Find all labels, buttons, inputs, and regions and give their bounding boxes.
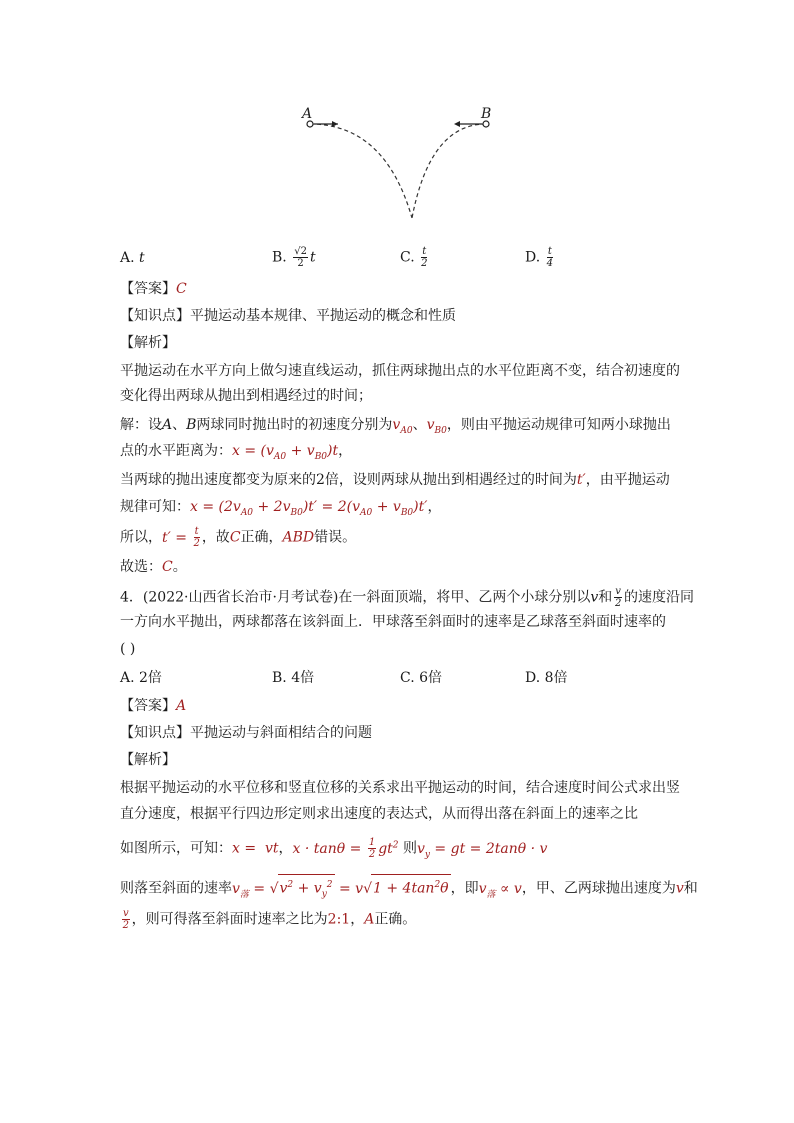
q3-final: 故选：C。 bbox=[120, 559, 187, 575]
q4-solve-line3: $\frac{v}{2}$ ，则可得落至斜面时速率之比为2:1，A正确。 bbox=[122, 908, 417, 931]
q3-solve-line2: 点的水平距离为：$x = (v_{A0} + v_{B0})t$， bbox=[120, 443, 353, 462]
q3-analysis-p1-line2: 变化得出两球从抛出到相遇经过的时间； bbox=[120, 388, 372, 404]
label-b: B bbox=[481, 106, 492, 122]
q4-analysis-line2: 直分速度，根据平行四边形定则求出速度的表达式，从而得出落在斜面上的速率之比 bbox=[120, 806, 638, 822]
q3-solve-line1: 解：设A、B两球同时抛出时的初速度分别为$v_{A0}$、$v_{B0}$，则由平抛运动规律可知两小球抛出 bbox=[120, 417, 671, 436]
q3-knowledge: 【知识点】平抛运动基本规律、平抛运动的概念和性质 bbox=[120, 308, 456, 324]
q3-analysis-label: 【解析】 bbox=[120, 335, 176, 351]
q3-option-c[interactable]: C. $\frac{t}{2}$ bbox=[400, 246, 428, 269]
q3-option-a[interactable]: A. t bbox=[120, 250, 145, 266]
q3-solve-line5: 所以，t′ = $\frac{t}{2}$ ，故C正确，ABD错误。 bbox=[120, 526, 357, 549]
q4-analysis-line1: 根据平抛运动的水平位移和竖直位移的关系求出平抛运动的时间，结合速度时间公式求出竖 bbox=[120, 780, 680, 796]
q4-option-a[interactable]: A. 2倍 bbox=[120, 670, 162, 686]
q4-option-d[interactable]: D. 8倍 bbox=[525, 670, 568, 686]
q4-solve-line1: 如图所示，可知：x = vt，x · tanθ = $\frac{1}{2}$ $gt^2$ 则$v_y$ = gt = 2tanθ · v bbox=[120, 837, 548, 861]
q3-solve-line3: 当两球的抛出速度都变为原来的2倍，设则两球从抛出到相遇经过的时间为t′，由平抛运动 bbox=[120, 472, 670, 488]
q4-analysis-label: 【解析】 bbox=[120, 752, 176, 768]
q4-solve-line2: 则落至斜面的速率$v_落 = √v^2 + v_y^2 = v√1 + 4\tan^2\theta$ ，即$v_落 \propto v$，甲、乙两球抛出速度为v和 bbox=[120, 874, 698, 904]
q3-analysis-p1-line1: 平抛运动在水平方向上做匀速直线运动，抓住两球抛出点的水平位距离不变，结合初速度的 bbox=[120, 363, 680, 379]
q4-stem-line2: 一方向水平抛出，两球都落在该斜面上．甲球落至斜面时的速率是乙球落至斜面时速率的 bbox=[120, 614, 666, 630]
q3-option-d[interactable]: D. $\frac{t}{4}$ bbox=[525, 246, 554, 269]
projectile-figure bbox=[290, 100, 510, 230]
q4-option-b[interactable]: B. 4倍 bbox=[272, 670, 315, 686]
q4-stem-line1: 4．(2022·山西省长治市·月考试卷)在一斜面顶端，将甲、乙两个小球分别以v和 $\frac{v}{2}$ 的速度沿同 bbox=[120, 586, 694, 609]
trajectory-a bbox=[310, 124, 412, 218]
label-a: A bbox=[302, 106, 313, 122]
q3-solve-line4: 规律可知：$x = (2v_{A0} + 2v_{B0})t' = 2(v_{A0} + v_{B0})t'$， bbox=[120, 499, 442, 518]
q4-knowledge: 【知识点】平抛运动与斜面相结合的问题 bbox=[120, 725, 372, 741]
trajectory-b bbox=[412, 124, 486, 218]
q4-stem-line3: ( ) bbox=[120, 641, 136, 657]
q3-option-b[interactable]: B. $\frac{√2}{2}$ t bbox=[272, 246, 316, 269]
q4-answer: 【答案】A bbox=[120, 698, 187, 714]
q3-answer: 【答案】C bbox=[120, 281, 187, 297]
q4-option-c[interactable]: C. 6倍 bbox=[400, 670, 443, 686]
